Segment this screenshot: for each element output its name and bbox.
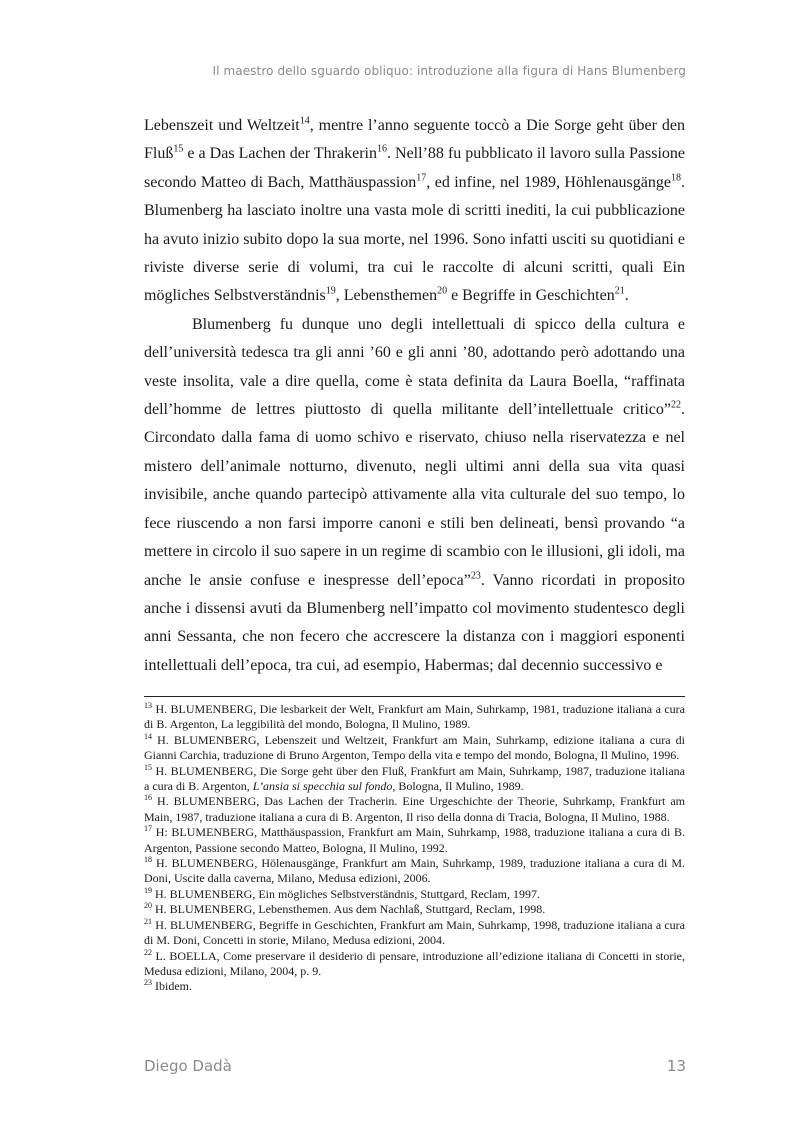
footnote-text: H. BLUMENBERG, Lebensthemen. Aus dem Nachlaß, Stuttgard, Reclam, 1998. bbox=[152, 902, 546, 917]
footnote-text: H: BLUMENBERG, Matthäuspassion, Frankfurt am Main, Suhrkamp, 1988, traduzione italiana a cura di B. Argenton, Passione secondo Matteo, Bologna, Il Mulino, 1992. bbox=[144, 825, 685, 855]
text-span: . Nell’88 fu pubblicato il lavoro sulla Passione secondo Matteo di Bach, Matthäuspassion bbox=[144, 145, 685, 191]
footnote-ref[interactable]: 17 bbox=[416, 172, 427, 184]
footnote-text: H. BLUMENBERG, Ein mögliches Selbstverständnis, Stuttgard, Reclam, 1997. bbox=[152, 886, 540, 901]
page-number: 13 bbox=[666, 1057, 686, 1075]
footnote-text: H. BLUMENBERG, Lebenszeit und Weltzeit, Frankfurt am Main, Suhrkamp, edizione italiana a cura di Gianni Carchia, traduzione di Bruno Argenton, Tempo della vita e tempo del mondo, Bologna, Il Mulino, 1996. bbox=[144, 732, 685, 763]
footnote-text: H. BLUMENBERG, Die lesbarkeit der Welt, Frankfurt am Main, Suhrkamp, 1981, traduzione italiana a cura di B. Argenton, La leggibilità del mondo, Bologna, Il Mulino, 1989. bbox=[144, 702, 685, 732]
footnote-number: 20 bbox=[144, 901, 152, 911]
text-span: , Lebensthemen bbox=[335, 287, 438, 305]
footnote-text: H. BLUMENBERG, Begriffe in Geschichten, Frankfurt am Main, Suhrkamp, 1998, traduzione italiana a cura di M. Doni, Concetti in storie, Milano, Medusa edizioni, 2004. bbox=[144, 917, 685, 948]
footnote bbox=[144, 764, 685, 795]
footnote bbox=[144, 949, 685, 980]
footnote-ref[interactable]: 22 bbox=[671, 399, 681, 411]
footnote-ref[interactable]: 20 bbox=[437, 286, 448, 298]
footer-author: Diego Dadà bbox=[144, 1057, 232, 1075]
text-span: Lebenszeit und Weltzeit bbox=[144, 117, 300, 134]
footnote bbox=[144, 825, 685, 856]
footnote-number: 15 bbox=[144, 762, 152, 772]
paragraph bbox=[144, 311, 685, 680]
footnote-ref[interactable]: 16 bbox=[376, 144, 387, 156]
footnote bbox=[144, 794, 685, 825]
footnote-number: 18 bbox=[144, 855, 152, 865]
text-span: e Begriffe in Geschichten bbox=[447, 287, 615, 305]
footnote-text: , Bologna, Il Mulino, 1989. bbox=[392, 779, 524, 794]
text-span: . Blumenberg ha lasciato inoltre una vasta mole di scritti inediti, la cui pubblicazione ha avuto inizio subito dopo la sua morte, nel 1996. Sono infatti usciti su quotidiani e riviste diverse serie di volumi, tra cui le raccolte di alcuni scritti, quali Ein mögliches Selbstverständnis bbox=[144, 173, 685, 305]
footnote-italic-title: L’ansia si specchia sul fondo bbox=[252, 779, 393, 794]
body-text bbox=[144, 112, 685, 680]
footnote-number: 19 bbox=[144, 885, 152, 895]
footnote-number: 13 bbox=[144, 701, 152, 710]
footnote-ref[interactable]: 21 bbox=[614, 286, 625, 298]
footnote bbox=[144, 902, 685, 917]
text-span: , ed infine, nel 1989, Höhlenausgänge bbox=[426, 173, 671, 191]
footnote-number: 14 bbox=[144, 731, 152, 741]
footnote bbox=[144, 856, 685, 887]
footnote-number: 17 bbox=[144, 824, 152, 834]
footnote bbox=[144, 918, 685, 949]
footnote-text: Ibidem. bbox=[152, 979, 192, 994]
footnotes bbox=[144, 702, 685, 995]
footnote-text: H. BLUMENBERG, Die Sorge geht über den Fluß, Frankfurt am Main, Suhrkamp, 1987, traduzione italiana a cura di B. Argenton, bbox=[144, 763, 685, 794]
paragraph bbox=[144, 112, 685, 311]
running-head: Il maestro dello sguardo obliquo: introduzione alla figura di Hans Blumenberg bbox=[212, 64, 686, 78]
footnote-number: 16 bbox=[144, 793, 152, 803]
footnote-ref[interactable]: 15 bbox=[173, 144, 184, 156]
footnote-number: 21 bbox=[144, 916, 152, 926]
text-span: . Circondato dalla fama di uomo schivo e riservato, chiuso nella riservatezza e nel mistero dell’animale notturno, divenuto, negli ultimi anni della sua vita quasi invisibile, anche quando partecipò attivamente alla vita culturale del suo tempo, lo fece riuscendo a non farsi imporre canoni e stili ben delineati, bensì provando “a mettere in circolo il suo sapere in un regime di scambio con le illusioni, gli idoli, ma anche le ansie confuse e inespresse dell’epoca” bbox=[144, 401, 685, 589]
text-span: . Vanno ricordati in proposito anche i dissensi avuti da Blumenberg nell’impatto col movimento studentesco degli anni Sessanta, che non fecero che accrescere la distanza con i maggiori esponenti intellettuali dell’epoca, tra cui, ad esempio, Habermas; dal decennio successivo e bbox=[144, 571, 685, 674]
text-span: , mentre l’anno seguente toccò a Die Sorge geht über den Fluß bbox=[144, 117, 685, 163]
footnote-ref[interactable]: 14 bbox=[299, 115, 310, 127]
footnote-ref[interactable]: 18 bbox=[671, 172, 681, 184]
footnote bbox=[144, 887, 685, 902]
footnote-ref[interactable]: 23 bbox=[470, 570, 481, 582]
footnote bbox=[144, 702, 685, 733]
footnote-number: 23 bbox=[144, 978, 152, 988]
footnote-separator bbox=[144, 696, 685, 697]
footnote-number: 22 bbox=[144, 947, 152, 957]
text-span: Blumenberg fu dunque uno degli intellettuali di spicco della cultura e dell’università tedesca tra gli anni ’60 e gli anni ’80, adottando però adottando una veste insolita, vale a dire quella, come è stata definita da Laura Boella, “raffinata dell’homme de lettres piuttosto di quella militante dell’intellettuale critico” bbox=[144, 315, 685, 419]
text-span: e a Das Lachen der Thrakerin bbox=[183, 145, 377, 163]
footnote-text: H. BLUMENBERG, Das Lachen der Tracherin. Eine Urgeschichte der Theorie, Suhrkamp, Frankfurt am Main, 1987, traduzione italiana a cura di B. Argenton, Il riso della donna di Tracia, Bologna, Il Mulino, 1988. bbox=[144, 794, 685, 824]
footnote bbox=[144, 733, 685, 764]
footnote bbox=[144, 979, 685, 994]
footnote-text: L. BOELLA, Come preservare il desiderio di pensare, introduzione all’edizione italiana di Concetti in storie, Medusa edizioni, Milano, 2004, p. 9. bbox=[144, 948, 685, 978]
footnote-ref[interactable]: 19 bbox=[325, 286, 336, 298]
footnote-text: H. BLUMENBERG, Hölenausgänge, Frankfurt am Main, Suhrkamp, 1989, traduzione italiana a cura di M. Doni, Uscite dalla caverna, Milano, Medusa edizioni, 2006. bbox=[144, 856, 685, 886]
text-span: . bbox=[624, 287, 629, 305]
